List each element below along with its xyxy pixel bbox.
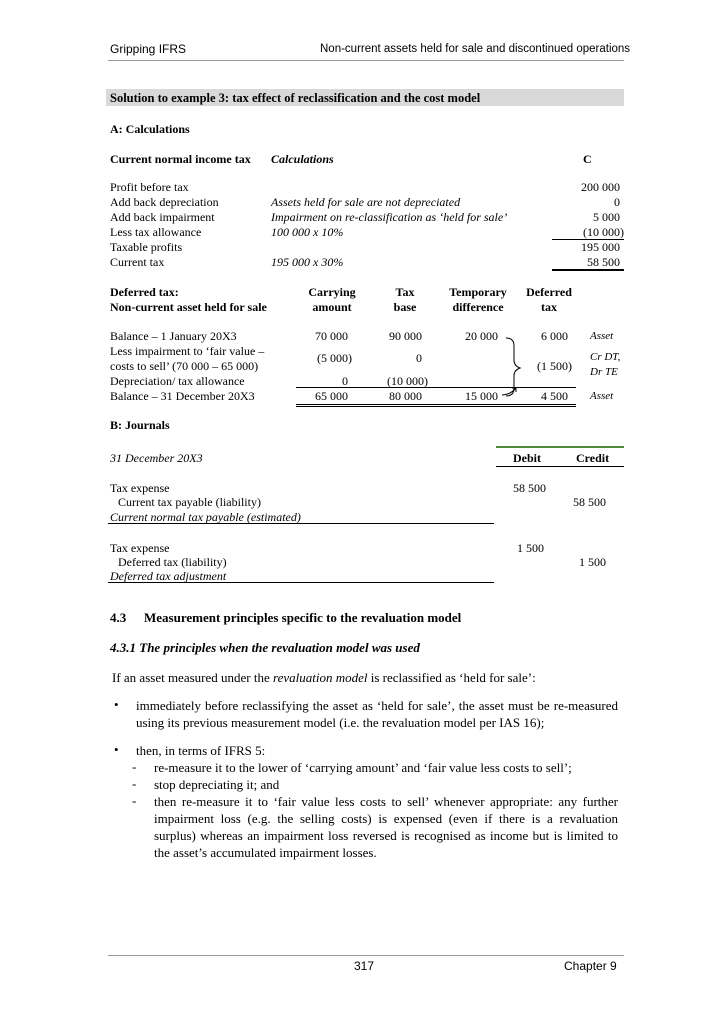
journal-credit-amount: 1 500 bbox=[579, 555, 606, 569]
calc-head-label: Current normal income tax bbox=[110, 152, 251, 166]
calc-row-note: 100 000 x 10% bbox=[271, 225, 344, 239]
bullet-text: then, in terms of IFRS 5: bbox=[136, 743, 266, 758]
calc-row-value: 200 000 bbox=[581, 180, 620, 194]
header-rule bbox=[108, 60, 624, 61]
solution-title: Solution to example 3: tax effect of reclassification and the cost model bbox=[110, 91, 481, 105]
subtotal-rule bbox=[296, 387, 576, 388]
header-left: Gripping IFRS bbox=[110, 42, 187, 56]
dt-taxbase: 90 000 bbox=[389, 329, 422, 343]
col-tax-2: base bbox=[393, 300, 417, 314]
subsection-title: 4.3.1 The principles when the revaluation model was used bbox=[110, 640, 420, 655]
page-number: 317 bbox=[354, 959, 375, 973]
calc-row-value: 5 000 bbox=[593, 210, 620, 224]
calc-row-value: 58 500 bbox=[587, 255, 620, 269]
journal-head-rule-bottom bbox=[496, 466, 624, 467]
calc-row-label: Profit before tax bbox=[110, 180, 189, 194]
dt-tempdiff: 20 000 bbox=[465, 329, 498, 343]
col-deferred-2: tax bbox=[541, 300, 557, 314]
section-a-heading: A: Calculations bbox=[110, 122, 190, 136]
journal-debit-account: Tax expense bbox=[110, 481, 170, 495]
journal-rule bbox=[108, 523, 494, 524]
dash-icon: - bbox=[132, 776, 137, 791]
dt-deferred: 6 000 bbox=[541, 329, 568, 343]
journal-credit-account: Deferred tax (liability) bbox=[118, 555, 227, 569]
col-temp-2: difference bbox=[452, 300, 504, 314]
journal-date: 31 December 20X3 bbox=[110, 451, 203, 465]
dt-row-label: Depreciation/ tax allowance bbox=[110, 374, 245, 388]
dt-note: Cr DT, bbox=[590, 351, 621, 363]
dash-text: re-measure it to the lower of ‘carrying amount’ and ‘fair value less costs to sell’; bbox=[154, 760, 572, 775]
deferred-head-2: Non-current asset held for sale bbox=[110, 300, 267, 314]
dt-row-label: Balance – 31 December 20X3 bbox=[110, 389, 255, 403]
total-rule bbox=[296, 404, 576, 407]
footer-rule bbox=[108, 955, 624, 956]
calc-head-calculations: Calculations bbox=[271, 152, 334, 166]
header-right: Non-current assets held for sale and discontinued operations bbox=[320, 43, 631, 55]
dt-carrying: 0 bbox=[342, 374, 348, 388]
calc-row-label: Taxable profits bbox=[110, 240, 183, 254]
dash-text: stop depreciating it; and bbox=[154, 777, 280, 792]
total-rule bbox=[552, 269, 624, 271]
dt-row-label-2: costs to sell’ (70 000 – 65 000) bbox=[110, 359, 259, 373]
calc-row-note: Impairment on re-classification as ‘held for sale’ bbox=[271, 210, 508, 224]
journal-description: Current normal tax payable (estimated) bbox=[110, 510, 301, 524]
journal-description: Deferred tax adjustment bbox=[110, 569, 227, 583]
journal-debit-amount: 58 500 bbox=[513, 481, 546, 495]
col-temp: Temporary bbox=[449, 285, 507, 299]
journal-rule bbox=[108, 582, 494, 583]
bullet-icon: • bbox=[114, 697, 119, 712]
intro-emphasis: revaluation model bbox=[273, 670, 368, 685]
dt-row-label: Less impairment to ‘fair value – bbox=[110, 344, 265, 358]
bullet-icon: • bbox=[114, 742, 119, 757]
dt-deferred: (1 500) bbox=[537, 359, 572, 373]
col-carrying-2: amount bbox=[312, 300, 352, 314]
col-carrying: Carrying bbox=[308, 285, 356, 299]
dt-carrying: 65 000 bbox=[315, 389, 348, 403]
credit-header: Credit bbox=[576, 451, 610, 465]
calc-row-note: 195 000 x 30% bbox=[271, 255, 344, 269]
bullet-text: immediately before reclassifying the asset as ‘held for sale’, the asset must be re-measured using its previous measurement model (i.e. the revaluation model per IAS 16); bbox=[136, 698, 618, 730]
dt-carrying: 70 000 bbox=[315, 329, 348, 343]
calc-row-value: (10 000) bbox=[583, 225, 624, 239]
journal-debit-amount: 1 500 bbox=[517, 541, 544, 555]
journal-credit-amount: 58 500 bbox=[573, 495, 606, 509]
calc-row-label: Add back impairment bbox=[110, 210, 215, 224]
intro-paragraph bbox=[112, 670, 536, 686]
dt-tempdiff: 15 000 bbox=[465, 389, 498, 403]
dt-deferred: 4 500 bbox=[541, 389, 568, 403]
debit-header: Debit bbox=[513, 451, 541, 465]
dt-taxbase: (10 000) bbox=[387, 374, 428, 388]
calc-row-note: Assets held for sale are not depreciated bbox=[271, 195, 461, 209]
section-title: Measurement principles specific to the revaluation model bbox=[144, 610, 462, 625]
dt-taxbase: 80 000 bbox=[389, 389, 422, 403]
dt-note-2: Dr TE bbox=[590, 366, 618, 378]
calc-row-label: Less tax allowance bbox=[110, 225, 202, 239]
dash-icon: - bbox=[132, 793, 137, 808]
dt-note: Asset bbox=[590, 390, 614, 402]
calc-row-value: 0 bbox=[614, 195, 620, 209]
intro-text-end: is reclassified as ‘held for sale’: bbox=[367, 670, 536, 685]
calc-row-label: Current tax bbox=[110, 255, 165, 269]
dash-icon: - bbox=[132, 759, 137, 774]
section-b-heading: B: Journals bbox=[110, 418, 170, 432]
col-deferred: Deferred bbox=[526, 285, 572, 299]
calc-head-currency: C bbox=[583, 152, 592, 166]
chapter-label: Chapter 9 bbox=[564, 959, 617, 973]
journal-credit-account: Current tax payable (liability) bbox=[118, 495, 261, 509]
dt-note: Asset bbox=[590, 330, 614, 342]
journal-head-rule bbox=[496, 446, 624, 448]
col-tax: Tax bbox=[395, 285, 415, 299]
dt-taxbase: 0 bbox=[416, 351, 422, 365]
dash-text: then re-measure it to ‘fair value less costs to sell’ whenever appropriate: any further impairment loss (e.g. the selling costs) is expensed (even if there is a revaluation surplus) whereas an impairment loss reversed is recognised as income but is limited to the asset’s accumulated impairment losses. bbox=[154, 794, 618, 860]
journal-debit-account: Tax expense bbox=[110, 541, 170, 555]
deferred-head-1: Deferred tax: bbox=[110, 285, 179, 299]
calc-row-value: 195 000 bbox=[581, 240, 620, 254]
intro-text: If an asset measured under the bbox=[112, 670, 273, 685]
dt-carrying: (5 000) bbox=[317, 351, 352, 365]
dt-row-label: Balance – 1 January 20X3 bbox=[110, 329, 237, 343]
section-number: 4.3 bbox=[110, 610, 127, 625]
calc-row-label: Add back depreciation bbox=[110, 195, 219, 209]
